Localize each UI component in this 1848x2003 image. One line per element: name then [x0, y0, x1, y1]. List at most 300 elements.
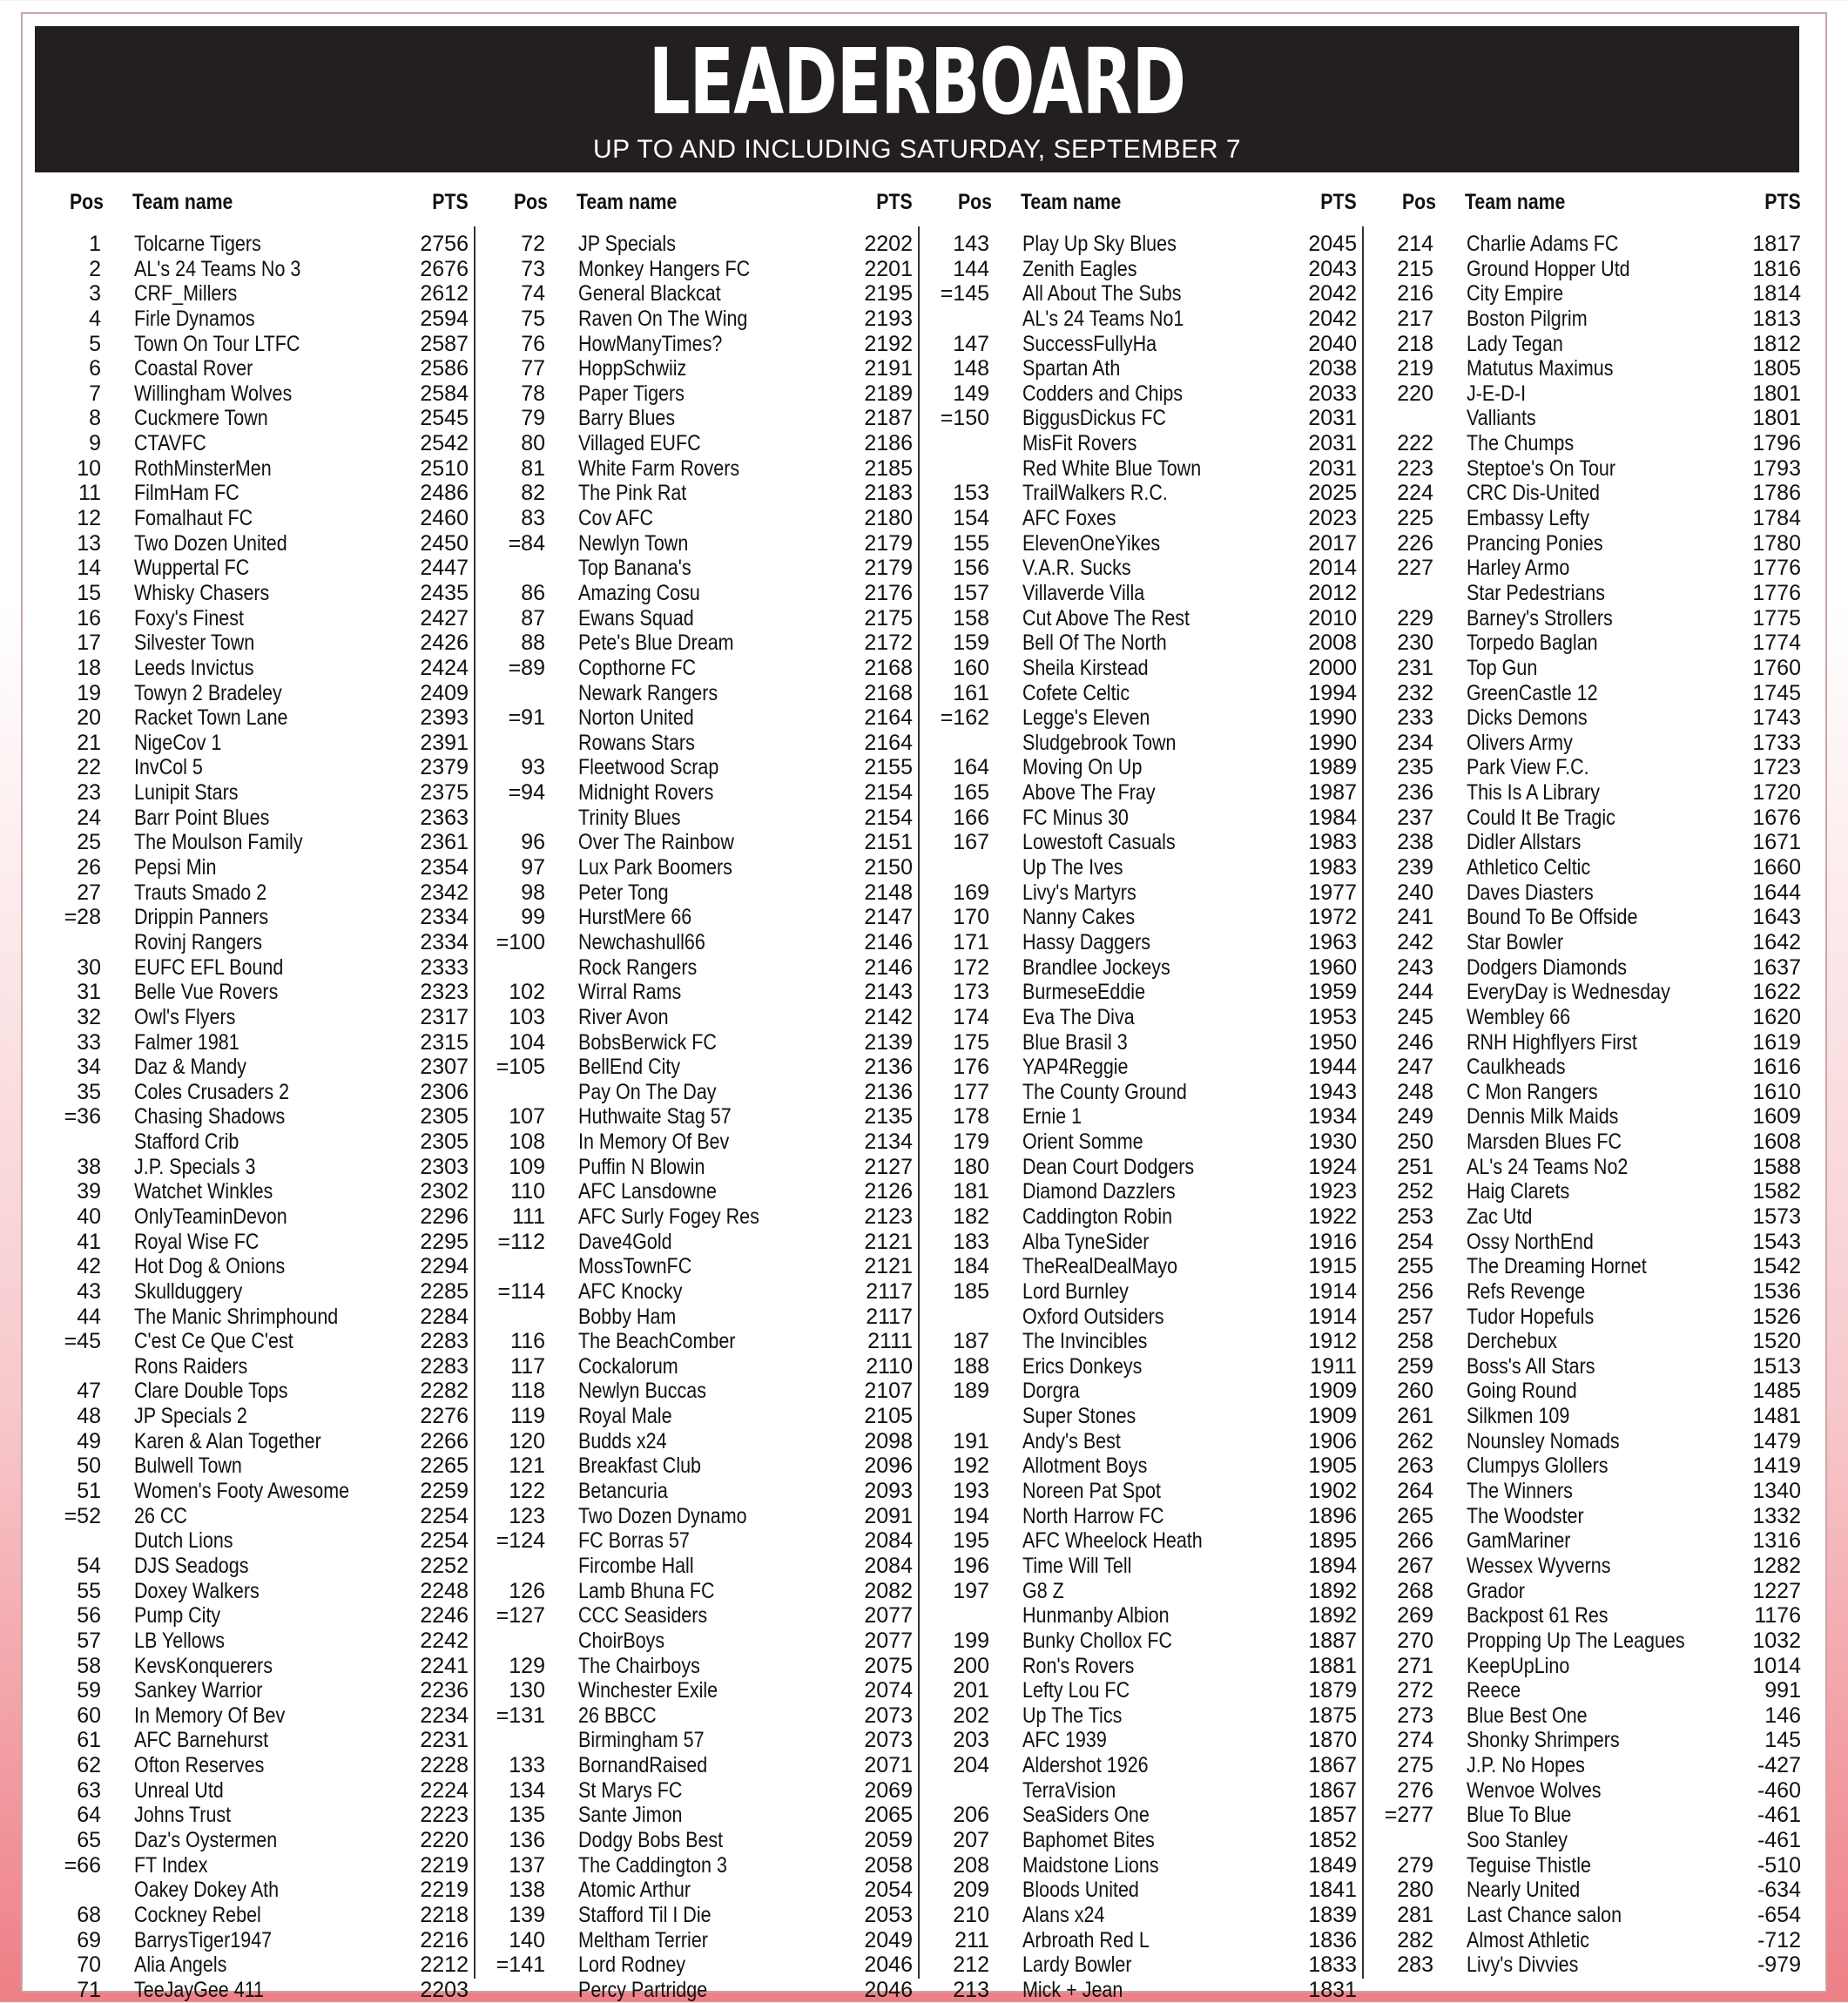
team-points: 2676: [420, 256, 469, 281]
team-position: 4: [89, 306, 101, 331]
table-row: [1367, 1429, 1801, 1454]
table-row: [923, 1155, 1357, 1180]
team-points: 1642: [1752, 929, 1801, 954]
leaderboard-column-3: [923, 186, 1357, 2002]
team-position: 235: [1397, 755, 1433, 780]
table-row: [1367, 1179, 1801, 1204]
team-position: 245: [1397, 1004, 1433, 1029]
team-name: Diamond Dazzlers: [1022, 1179, 1176, 1204]
team-position: =84: [508, 530, 545, 556]
team-name: Oakey Dokey Ath: [134, 1878, 280, 1903]
table-row: [35, 656, 469, 681]
table-row: [923, 1030, 1357, 1055]
team-name: Charlie Adams FC: [1467, 232, 1619, 256]
table-row: [479, 1629, 913, 1654]
team-position: 164: [953, 755, 989, 780]
team-position: 130: [509, 1678, 545, 1703]
team-points: 2069: [864, 1777, 913, 1803]
team-name: Huthwaite Stag 57: [578, 1104, 732, 1130]
table-row: [35, 1379, 469, 1404]
team-points: 2096: [864, 1453, 913, 1479]
team-position: 79: [521, 406, 545, 431]
team-name: FC Minus 30: [1022, 805, 1129, 830]
team-position: 216: [1397, 281, 1433, 307]
table-row: [1367, 1305, 1801, 1330]
team-points: -461: [1757, 1828, 1801, 1852]
team-position: =131: [496, 1703, 545, 1728]
team-position: 250: [1397, 1130, 1433, 1155]
team-position: 140: [509, 1927, 545, 1952]
leaderboard-banner: [35, 26, 1799, 172]
table-row: [479, 381, 913, 407]
team-position: 272: [1397, 1678, 1433, 1703]
team-position: 25: [77, 830, 101, 855]
team-name: Midnight Rovers: [578, 780, 714, 806]
team-name: Drippin Panners: [134, 905, 269, 930]
team-position: 264: [1397, 1479, 1433, 1504]
team-position: 148: [953, 356, 989, 381]
team-points: 2756: [420, 232, 469, 256]
team-position: 60: [77, 1703, 101, 1728]
team-points: 2155: [864, 755, 913, 780]
table-row: [1367, 855, 1801, 880]
team-points: 2008: [1308, 631, 1357, 656]
team-name: Ernie 1: [1022, 1104, 1082, 1130]
team-name: Dean Court Dodgers: [1022, 1154, 1195, 1179]
table-row: [35, 1853, 469, 1878]
team-name: Lady Tegan: [1467, 331, 1563, 356]
team-position: 276: [1397, 1777, 1433, 1803]
leaderboard-column-4: [1367, 186, 1801, 1989]
team-name: Park View F.C.: [1467, 755, 1589, 780]
pos-header: Pos: [70, 190, 104, 214]
team-name: Almost Athletic: [1467, 1927, 1589, 1952]
team-position: 87: [521, 605, 545, 631]
team-points: 1032: [1752, 1628, 1801, 1653]
team-points: 2172: [864, 631, 913, 656]
table-row: [1367, 1903, 1801, 1928]
team-position: 39: [77, 1179, 101, 1204]
team-points: 1481: [1752, 1404, 1801, 1429]
team-name: Blue Best One: [1467, 1703, 1588, 1728]
table-row: [479, 1254, 913, 1279]
table-row: [479, 1703, 913, 1729]
team-points: 2307: [420, 1055, 469, 1080]
team-position: 213: [953, 1977, 989, 2002]
table-row: [923, 1479, 1357, 1504]
team-points: 1944: [1308, 1055, 1357, 1080]
table-row: [923, 1654, 1357, 1679]
team-points: 2193: [864, 306, 913, 331]
team-name: Erics Donkeys: [1022, 1353, 1143, 1379]
team-name: HowManyTimes?: [578, 331, 723, 356]
table-row: [923, 1778, 1357, 1804]
team-points: 1745: [1752, 680, 1801, 705]
team-points: 1622: [1752, 980, 1801, 1005]
team-position: 192: [953, 1453, 989, 1479]
team-name: Alans x24: [1022, 1902, 1105, 1927]
team-name: The Chumps: [1467, 431, 1575, 456]
team-position: 78: [521, 381, 545, 406]
table-row: [479, 1728, 913, 1753]
table-row: [35, 1055, 469, 1080]
table-row: [923, 930, 1357, 955]
team-points: 1801: [1752, 381, 1801, 406]
team-position: 279: [1397, 1852, 1433, 1878]
table-row: [923, 731, 1357, 756]
table-row: [923, 705, 1357, 731]
team-name-header: Team name: [1465, 190, 1566, 214]
pos-header: Pos: [1402, 190, 1436, 214]
team-name: BornandRaised: [578, 1753, 708, 1778]
team-name: The Caddington 3: [578, 1852, 727, 1878]
team-points: 2334: [420, 929, 469, 954]
team-position: 261: [1397, 1404, 1433, 1429]
table-row: [479, 531, 913, 556]
team-position: 82: [521, 481, 545, 506]
team-points: 1616: [1752, 1055, 1801, 1080]
team-points: 2031: [1308, 431, 1357, 456]
team-name: Daves Diasters: [1467, 880, 1594, 905]
team-name: Spartan Ath: [1022, 356, 1121, 381]
team-position: 283: [1397, 1952, 1433, 1978]
team-position: 111: [511, 1204, 545, 1229]
table-row: [35, 631, 469, 656]
table-row: [35, 955, 469, 981]
team-points: 2038: [1308, 356, 1357, 381]
team-name: Prancing Ponies: [1467, 530, 1603, 556]
team-points: 2176: [864, 580, 913, 605]
table-row: [479, 1928, 913, 1953]
team-name: Towyn 2 Bradeley: [134, 680, 282, 705]
team-points: 2426: [420, 631, 469, 656]
team-points: 1852: [1308, 1828, 1357, 1852]
team-position: 187: [953, 1329, 989, 1354]
team-points: 2241: [420, 1653, 469, 1678]
team-name: Villaged EUFC: [578, 431, 701, 456]
table-row: [479, 780, 913, 806]
table-row: [479, 1952, 913, 1978]
team-name: KeepUpLino: [1467, 1653, 1570, 1678]
team-points: 1814: [1752, 281, 1801, 307]
team-name: Codders and Chips: [1022, 381, 1184, 406]
team-position: 103: [509, 1004, 545, 1029]
team-name: General Blackcat: [578, 281, 721, 307]
team-position: 6: [89, 356, 101, 381]
team-name: AL's 24 Teams No2: [1467, 1154, 1629, 1179]
team-position: 253: [1397, 1204, 1433, 1229]
team-points: 1994: [1308, 680, 1357, 705]
table-row: [923, 955, 1357, 981]
team-points: 1513: [1752, 1353, 1801, 1379]
team-position: 227: [1397, 556, 1433, 581]
team-position: 180: [953, 1154, 989, 1179]
team-name: Red White Blue Town: [1022, 455, 1202, 481]
team-position: 240: [1397, 880, 1433, 905]
team-points: 2246: [420, 1603, 469, 1629]
team-position: 176: [953, 1055, 989, 1080]
team-points: 1316: [1752, 1528, 1801, 1554]
team-position: 119: [510, 1404, 545, 1429]
team-points: 1983: [1308, 830, 1357, 855]
table-row: [923, 1429, 1357, 1454]
team-name: Lowestoft Casuals: [1022, 830, 1176, 855]
team-position: 44: [77, 1304, 101, 1329]
team-points: 2379: [420, 755, 469, 780]
team-position: 129: [509, 1653, 545, 1678]
table-row: [923, 356, 1357, 381]
team-points: 1723: [1752, 755, 1801, 780]
team-name: Clare Double Tops: [134, 1379, 288, 1404]
team-position: 248: [1397, 1079, 1433, 1104]
table-row: [479, 681, 913, 706]
team-position: 19: [77, 680, 101, 705]
table-row: [923, 1952, 1357, 1978]
team-points: 1282: [1752, 1553, 1801, 1578]
team-name: Harley Armo: [1467, 556, 1570, 581]
team-position: 218: [1397, 331, 1433, 356]
team-name: Stafford Til I Die: [578, 1902, 712, 1927]
column-header: [35, 186, 469, 218]
team-name: Wembley 66: [1467, 1004, 1571, 1029]
team-points: 2040: [1308, 331, 1357, 356]
team-name: FT Index: [134, 1852, 208, 1878]
team-name: Ground Hopper Utd: [1467, 256, 1630, 281]
team-name: Cockney Rebel: [134, 1902, 261, 1927]
team-position: 51: [77, 1479, 101, 1504]
team-position: 42: [77, 1254, 101, 1279]
team-position: 177: [953, 1079, 989, 1104]
team-name: Amazing Cosu: [578, 580, 700, 605]
table-row: [35, 1952, 469, 1978]
team-position: 116: [510, 1329, 545, 1354]
team-position: 237: [1397, 805, 1433, 830]
team-points: 1892: [1308, 1603, 1357, 1629]
table-row: [479, 1155, 913, 1180]
team-points: 145: [1764, 1728, 1801, 1753]
team-name: Johns Trust: [134, 1803, 232, 1828]
team-name: Andy's Best: [1022, 1428, 1121, 1453]
team-name: The Woodster: [1467, 1503, 1584, 1528]
leaderboard-column-1: [35, 186, 469, 2002]
team-name: Ofton Reserves: [134, 1753, 265, 1778]
team-points: 1984: [1308, 805, 1357, 830]
team-points: 2045: [1308, 232, 1357, 256]
team-name: J.P. Specials 3: [134, 1154, 256, 1179]
team-name: HurstMere 66: [578, 905, 692, 930]
team-name: 26 BBCC: [578, 1703, 657, 1728]
team-position: 233: [1397, 705, 1433, 731]
team-name: Star Pedestrians: [1467, 580, 1605, 605]
table-row: [35, 381, 469, 407]
team-points: 2142: [864, 1004, 913, 1029]
team-points: 2042: [1308, 281, 1357, 307]
table-row: [923, 1978, 1357, 2003]
team-points: 2175: [864, 605, 913, 631]
team-position: 220: [1397, 381, 1433, 406]
pos-header: Pos: [514, 190, 548, 214]
table-row: [923, 1254, 1357, 1279]
team-position: 93: [521, 755, 545, 780]
team-position: 24: [77, 805, 101, 830]
team-points: 2126: [864, 1179, 913, 1204]
table-row: [479, 1230, 913, 1255]
team-points: 2042: [1308, 306, 1357, 331]
team-points: 2025: [1308, 481, 1357, 506]
team-name: Pump City: [134, 1603, 221, 1629]
table-row: [35, 1703, 469, 1729]
table-row: [923, 257, 1357, 282]
table-row: [35, 905, 469, 930]
team-name: Sheila Kirstead: [1022, 655, 1149, 680]
table-row: [479, 1853, 913, 1878]
table-row: [35, 431, 469, 456]
team-name: Watchet Winkles: [134, 1179, 273, 1204]
team-position: 252: [1397, 1179, 1433, 1204]
table-row: [35, 1528, 469, 1554]
team-points: 1176: [1754, 1603, 1801, 1629]
team-points: 2073: [864, 1703, 913, 1728]
team-name: BurmeseEddie: [1022, 980, 1146, 1005]
team-position: 18: [77, 655, 101, 680]
team-name: Norton United: [578, 705, 694, 731]
team-points: 1922: [1308, 1204, 1357, 1229]
team-name: River Avon: [578, 1004, 669, 1029]
column-header: [479, 186, 913, 218]
team-position: 11: [78, 481, 101, 506]
team-points: 2584: [420, 381, 469, 406]
team-points: 1943: [1308, 1079, 1357, 1104]
team-name: Embassy Lefty: [1467, 506, 1589, 531]
team-points: 2187: [864, 406, 913, 431]
team-position: =45: [64, 1329, 101, 1354]
team-points: 2317: [420, 1004, 469, 1029]
team-position: 259: [1397, 1353, 1433, 1379]
team-points: 1780: [1752, 530, 1801, 556]
table-row: [923, 1279, 1357, 1305]
team-position: 273: [1397, 1703, 1433, 1728]
table-row: [1367, 1479, 1801, 1504]
table-row: [1367, 456, 1801, 482]
team-name: Backpost 61 Res: [1467, 1603, 1609, 1629]
table-row: [479, 731, 913, 756]
team-points: 2435: [420, 580, 469, 605]
team-position: 65: [77, 1828, 101, 1852]
team-points: 2195: [864, 281, 913, 307]
table-row: [1367, 1853, 1801, 1878]
table-row: [35, 1179, 469, 1204]
table-row: [923, 631, 1357, 656]
table-row: [923, 406, 1357, 431]
table-row: [1367, 1603, 1801, 1629]
team-points: 2146: [864, 954, 913, 980]
team-position: 76: [521, 331, 545, 356]
team-position: 126: [509, 1578, 545, 1603]
team-position: 254: [1397, 1229, 1433, 1254]
table-row: [479, 1554, 913, 1579]
team-points: 1786: [1752, 481, 1801, 506]
team-points: 2014: [1308, 556, 1357, 581]
team-position: 143: [953, 232, 989, 256]
team-name: BarrysTiger1947: [134, 1927, 273, 1952]
team-name: Dicks Demons: [1467, 705, 1588, 731]
team-name: Belle Vue Rovers: [134, 980, 279, 1005]
team-points: 1619: [1752, 1029, 1801, 1055]
table-row: [35, 780, 469, 806]
team-position: 5: [89, 331, 101, 356]
table-row: [1367, 1778, 1801, 1804]
table-row: [35, 556, 469, 581]
team-position: 229: [1397, 605, 1433, 631]
table-row: [1367, 880, 1801, 906]
team-points: 2121: [864, 1254, 913, 1279]
team-points: 2031: [1308, 455, 1357, 481]
team-position: 98: [521, 880, 545, 905]
table-row: [479, 332, 913, 357]
table-row: [1367, 1155, 1801, 1180]
team-name: Teguise Thistle: [1467, 1852, 1592, 1878]
table-row: [923, 456, 1357, 482]
team-name: CCC Seasiders: [578, 1603, 708, 1629]
team-points: 2084: [864, 1553, 913, 1578]
team-name: Whisky Chasers: [134, 580, 270, 605]
team-position: 133: [509, 1753, 545, 1778]
table-row: [1367, 307, 1801, 332]
team-points: 1905: [1308, 1453, 1357, 1479]
table-row: [35, 1878, 469, 1903]
team-name: Villaverde Villa: [1022, 580, 1145, 605]
team-position: 1: [89, 232, 101, 256]
table-row: [1367, 406, 1801, 431]
team-position: =66: [64, 1852, 101, 1878]
team-name: Matutus Maximus: [1467, 356, 1614, 381]
team-name: Coles Crusaders 2: [134, 1079, 290, 1104]
table-row: [35, 830, 469, 855]
team-name: AL's 24 Teams No1: [1022, 306, 1184, 331]
pts-header: PTS: [876, 190, 913, 214]
table-row: [923, 1179, 1357, 1204]
team-points: 1588: [1752, 1154, 1801, 1179]
team-name: Olivers Army: [1467, 730, 1573, 755]
team-position: 81: [521, 455, 545, 481]
table-row: [35, 1778, 469, 1804]
team-points: 1671: [1752, 830, 1801, 855]
table-row: [35, 1030, 469, 1055]
team-position: 280: [1397, 1878, 1433, 1903]
table-row: [35, 1279, 469, 1305]
table-row: [923, 581, 1357, 606]
table-row: [923, 1579, 1357, 1604]
table-row: [1367, 332, 1801, 357]
team-points: 2147: [864, 905, 913, 930]
team-name: Winchester Exile: [578, 1678, 718, 1703]
team-name: Above The Fray: [1022, 780, 1156, 806]
team-name: TerraVision: [1022, 1777, 1116, 1803]
team-position: 47: [77, 1379, 101, 1404]
team-name: Leeds Invictus: [134, 655, 254, 680]
team-points: 2354: [420, 855, 469, 880]
table-row: [479, 1055, 913, 1080]
team-name: TrailWalkers R.C.: [1022, 481, 1168, 506]
team-name: Percy Partridge: [578, 1977, 708, 2002]
team-name: Lunipit Stars: [134, 780, 239, 806]
team-points: 2283: [420, 1353, 469, 1379]
team-points: 1660: [1752, 855, 1801, 880]
team-points: 2284: [420, 1304, 469, 1329]
team-points: 1784: [1752, 506, 1801, 531]
team-name: Firle Dynamos: [134, 306, 255, 331]
team-name: Budds x24: [578, 1428, 667, 1453]
